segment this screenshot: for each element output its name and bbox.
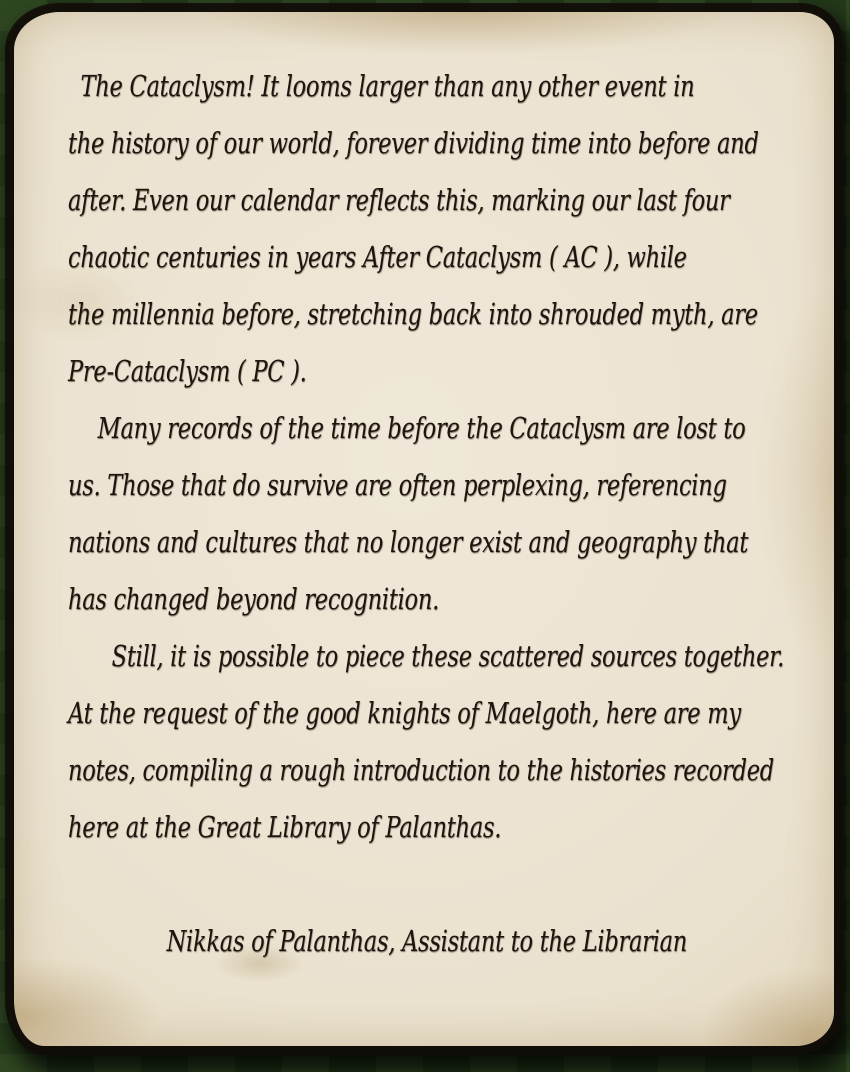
text-line: At the request of the good knights of Maelgoth, here are my xyxy=(68,696,741,730)
paragraph xyxy=(68,628,848,856)
text-line: Still, it is possible to piece these scattered sources together. xyxy=(111,639,785,673)
text-line: notes, compiling a rough introduction to the histories recorded xyxy=(68,753,774,787)
text-line: chaotic centuries in years After Cataclysm ( AC ), while xyxy=(68,240,687,274)
text-line: here at the Great Library of Palanthas. xyxy=(68,810,502,844)
parchment-page xyxy=(14,12,834,1046)
text-line: nations and cultures that no longer exist and geography that xyxy=(68,525,749,559)
text-line: after. Even our calendar reflects this, marking our last four xyxy=(68,183,730,217)
paragraph xyxy=(68,58,848,400)
text-line: the history of our world, forever dividing time into before and xyxy=(68,126,759,160)
text-line: has changed beyond recognition. xyxy=(68,582,439,616)
letter-text xyxy=(68,58,834,970)
paragraphs xyxy=(68,58,848,856)
text-line: us. Those that do survive are often perplexing, referencing xyxy=(68,468,727,502)
paragraph xyxy=(68,400,848,628)
signature: Nikkas of Palanthas, Assistant to the Librarian xyxy=(166,924,688,958)
letter-body xyxy=(68,58,848,970)
text-line: Many records of the time before the Cataclysm are lost to xyxy=(97,411,746,445)
text-line: the millennia before, stretching back into shrouded myth, are xyxy=(68,297,758,331)
text-line: Pre-Cataclysm ( PC ). xyxy=(68,354,307,388)
text-line: The Cataclysm! It looms larger than any other event in xyxy=(80,69,695,103)
